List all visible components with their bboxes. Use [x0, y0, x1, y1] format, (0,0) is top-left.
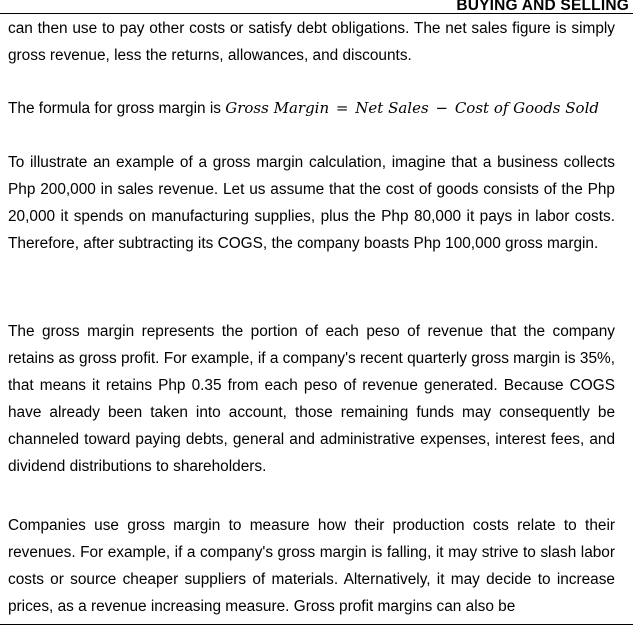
formula-term-net-sales: Net Sales [355, 99, 429, 117]
running-header: BUYING AND SELLING [456, 0, 629, 14]
paragraph-companies-use: Companies use gross margin to measure how their production costs relate to their revenues. For example, if a company's gross margin is falling, it may strive to slash labor costs or source cheaper suppliers of materials. Alternatively, it may decide to increase prices, as a revenue increasing measure. Gross profit margins can also be [8, 517, 615, 615]
formula-term-cogs: Cost of Goods Sold [454, 99, 599, 117]
formula-intro-text: The formula for gross margin is [8, 100, 226, 117]
paragraph-formula [8, 95, 615, 122]
formula-lhs: Gross Margin [225, 99, 330, 117]
footer-divider [0, 624, 633, 625]
paragraph-net-sales: can then use to pay other costs or satisfy debt obligations. The net sales figure is simply gross revenue, less the returns, allowances, and discounts. [8, 20, 615, 64]
gross-margin-formula [225, 99, 599, 117]
formula-equals: = [335, 99, 349, 117]
paragraph-example-calculation: To illustrate an example of a gross margin calculation, imagine that a business collects Php 200,000 in sales revenue. Let us assume that the cost of goods consists of the Php 20,000 it spends on manufacturing supplies, plus the Php 80,000 it pays in labor costs. Therefore, after subtracting its COGS, the company boasts Php 100,000 gross margin. [8, 154, 615, 252]
paragraph-gross-margin-meaning: The gross margin represents the portion of each peso of revenue that the company retains as gross profit. For example, if a company's recent quarterly gross margin is 35%, that means it retains Php 0.35 from each peso of revenue generated. Because COGS have already been taken into account, those remaining funds may consequently be channeled toward paying debts, general and administrative expenses, interest fees, and dividend distributions to shareholders. [8, 323, 615, 475]
formula-minus: − [435, 99, 449, 117]
header-divider [0, 13, 633, 14]
